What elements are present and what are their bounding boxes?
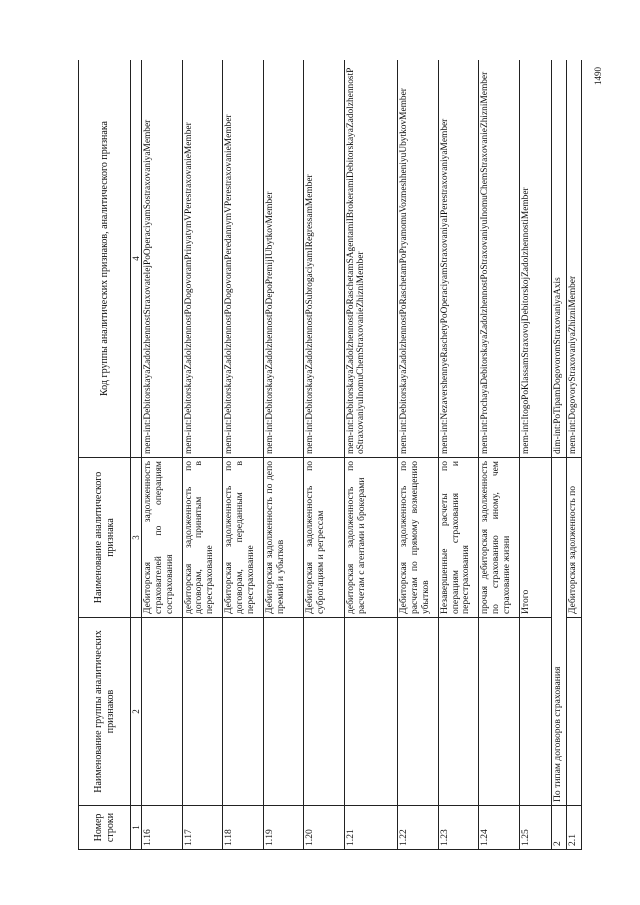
feature-code: mem-int:DogovoryStraxovaniyaZhizniMember [566, 60, 581, 458]
feature-name: Дебиторская задолженность по суброгациям и регрессам [304, 458, 345, 618]
table-row [263, 60, 304, 850]
table-row [398, 60, 439, 850]
feature-code: mem-int:DebitorskayaZadolzhennostPoRaschetamPoPryamomuVozmeshheniyuUbytkovMember [398, 60, 439, 458]
row-number: 1.20 [304, 806, 345, 850]
table-row [566, 60, 581, 850]
group-name [142, 618, 183, 806]
feature-code: mem-int:DebitorskayaZadolzhennostPoDogovoramPrinyatymVPerestraxovanieMember [182, 60, 223, 458]
group-name [438, 618, 479, 806]
column-number: 4 [131, 60, 142, 458]
row-number: 1.24 [479, 806, 520, 850]
column-number-row [131, 60, 142, 850]
header-feature-name: Наименование аналитического признака [79, 458, 131, 618]
feature-name: дебиторская задолженность по расчетам с агентами и брокерами [344, 458, 397, 618]
group-name [223, 618, 264, 806]
header-group-name: Наименование группы аналитических признаков [79, 618, 131, 806]
feature-code: mem-int:DebitorskayaZadolzhennostPoDogovoramPeredannymVPerestraxovanieMember [223, 60, 264, 458]
analytic-features-table [78, 60, 582, 850]
group-name [519, 618, 551, 806]
feature-name: дебиторская задолженность по договорам, принятым в перестрахование [182, 458, 223, 618]
section-group-name: По типам договоров страхования [551, 458, 566, 806]
section-row [551, 60, 566, 850]
row-number: 1.22 [398, 806, 439, 850]
group-name [479, 618, 520, 806]
feature-code: mem-int:DebitorskayaZadolzhennostStraxovatelejPoOperaciyamSostraxovaniyaMember [142, 60, 183, 458]
row-number: 1.18 [223, 806, 264, 850]
column-number: 1 [131, 806, 142, 850]
feature-code: mem-int:ProchayaDebitorskayaZadolzhennostPoStraxovaniyuInomuChemStraxovanieZhizniMember [479, 60, 520, 458]
row-number: 1.25 [519, 806, 551, 850]
feature-name: Дебиторская задолженность по [566, 458, 581, 618]
table-row [479, 60, 520, 850]
feature-code: mem-int:DebitorskayaZadolzhennostPoSubrogaciyamIRegressamMember [304, 60, 345, 458]
feature-name: Дебиторская задолженность по расчетам по прямому возмещению убытков [398, 458, 439, 618]
feature-code: mem-int:ItogoPoKlassamStraxovojDebitorskojZadolzhennostiMember [519, 60, 551, 458]
group-name [263, 618, 304, 806]
row-number: 1.23 [438, 806, 479, 850]
table-row [142, 60, 183, 850]
table-row [304, 60, 345, 850]
rotated-table-area [78, 60, 582, 850]
table-row [519, 60, 551, 850]
row-number: 2 [551, 806, 566, 850]
group-name [304, 618, 345, 806]
page-number: 1490 [593, 67, 603, 85]
feature-name: Итого [519, 458, 551, 618]
landscape-table-wrapper [78, 60, 582, 850]
group-name [566, 618, 581, 806]
header-row [79, 60, 131, 850]
row-number: 1.16 [142, 806, 183, 850]
feature-code: mem-int:NezavershennyeRaschetyPoOperaciyamStraxovaniyaIPerestraxovaniyaMember [438, 60, 479, 458]
table-row [223, 60, 264, 850]
row-number: 1.21 [344, 806, 397, 850]
header-row-number: Номер строки [79, 806, 131, 850]
feature-name: прочая дебиторская задолженность по страхованию иному, чем страхование жизни [479, 458, 520, 618]
column-number: 2 [131, 618, 142, 806]
feature-code: mem-int:DebitorskayaZadolzhennostPoRaschetamSAgentamiIBrokeramiDebitorskayaZadolzhennostPoStraxovaniyuInomuChemStraxovanieZhizniMember [344, 60, 397, 458]
feature-name: Дебиторская задолженность страхователей по операциям сострахования [142, 458, 183, 618]
header-code: Код группы аналитических признаков, аналитического признака [79, 60, 131, 458]
feature-name: Дебиторская задолженность по депо премий и убытков [263, 458, 304, 618]
row-number: 1.17 [182, 806, 223, 850]
table-row [344, 60, 397, 850]
column-number: 3 [131, 458, 142, 618]
row-number: 2.1 [566, 806, 581, 850]
table-row [438, 60, 479, 850]
group-name [398, 618, 439, 806]
feature-name: Дебиторская задолженность по договорам, переданным в перестрахование [223, 458, 264, 618]
group-name [344, 618, 397, 806]
feature-name: Незавершенные расчеты по операциям страхования и перестрахования [438, 458, 479, 618]
table-row [182, 60, 223, 850]
feature-code: dim-int:PoTipamDogovoromStraxovaniyaAxis [551, 60, 566, 458]
row-number: 1.19 [263, 806, 304, 850]
feature-code: mem-int:DebitorskayaZadolzhennostPoDepoPremijIUbytkovMember [263, 60, 304, 458]
group-name [182, 618, 223, 806]
